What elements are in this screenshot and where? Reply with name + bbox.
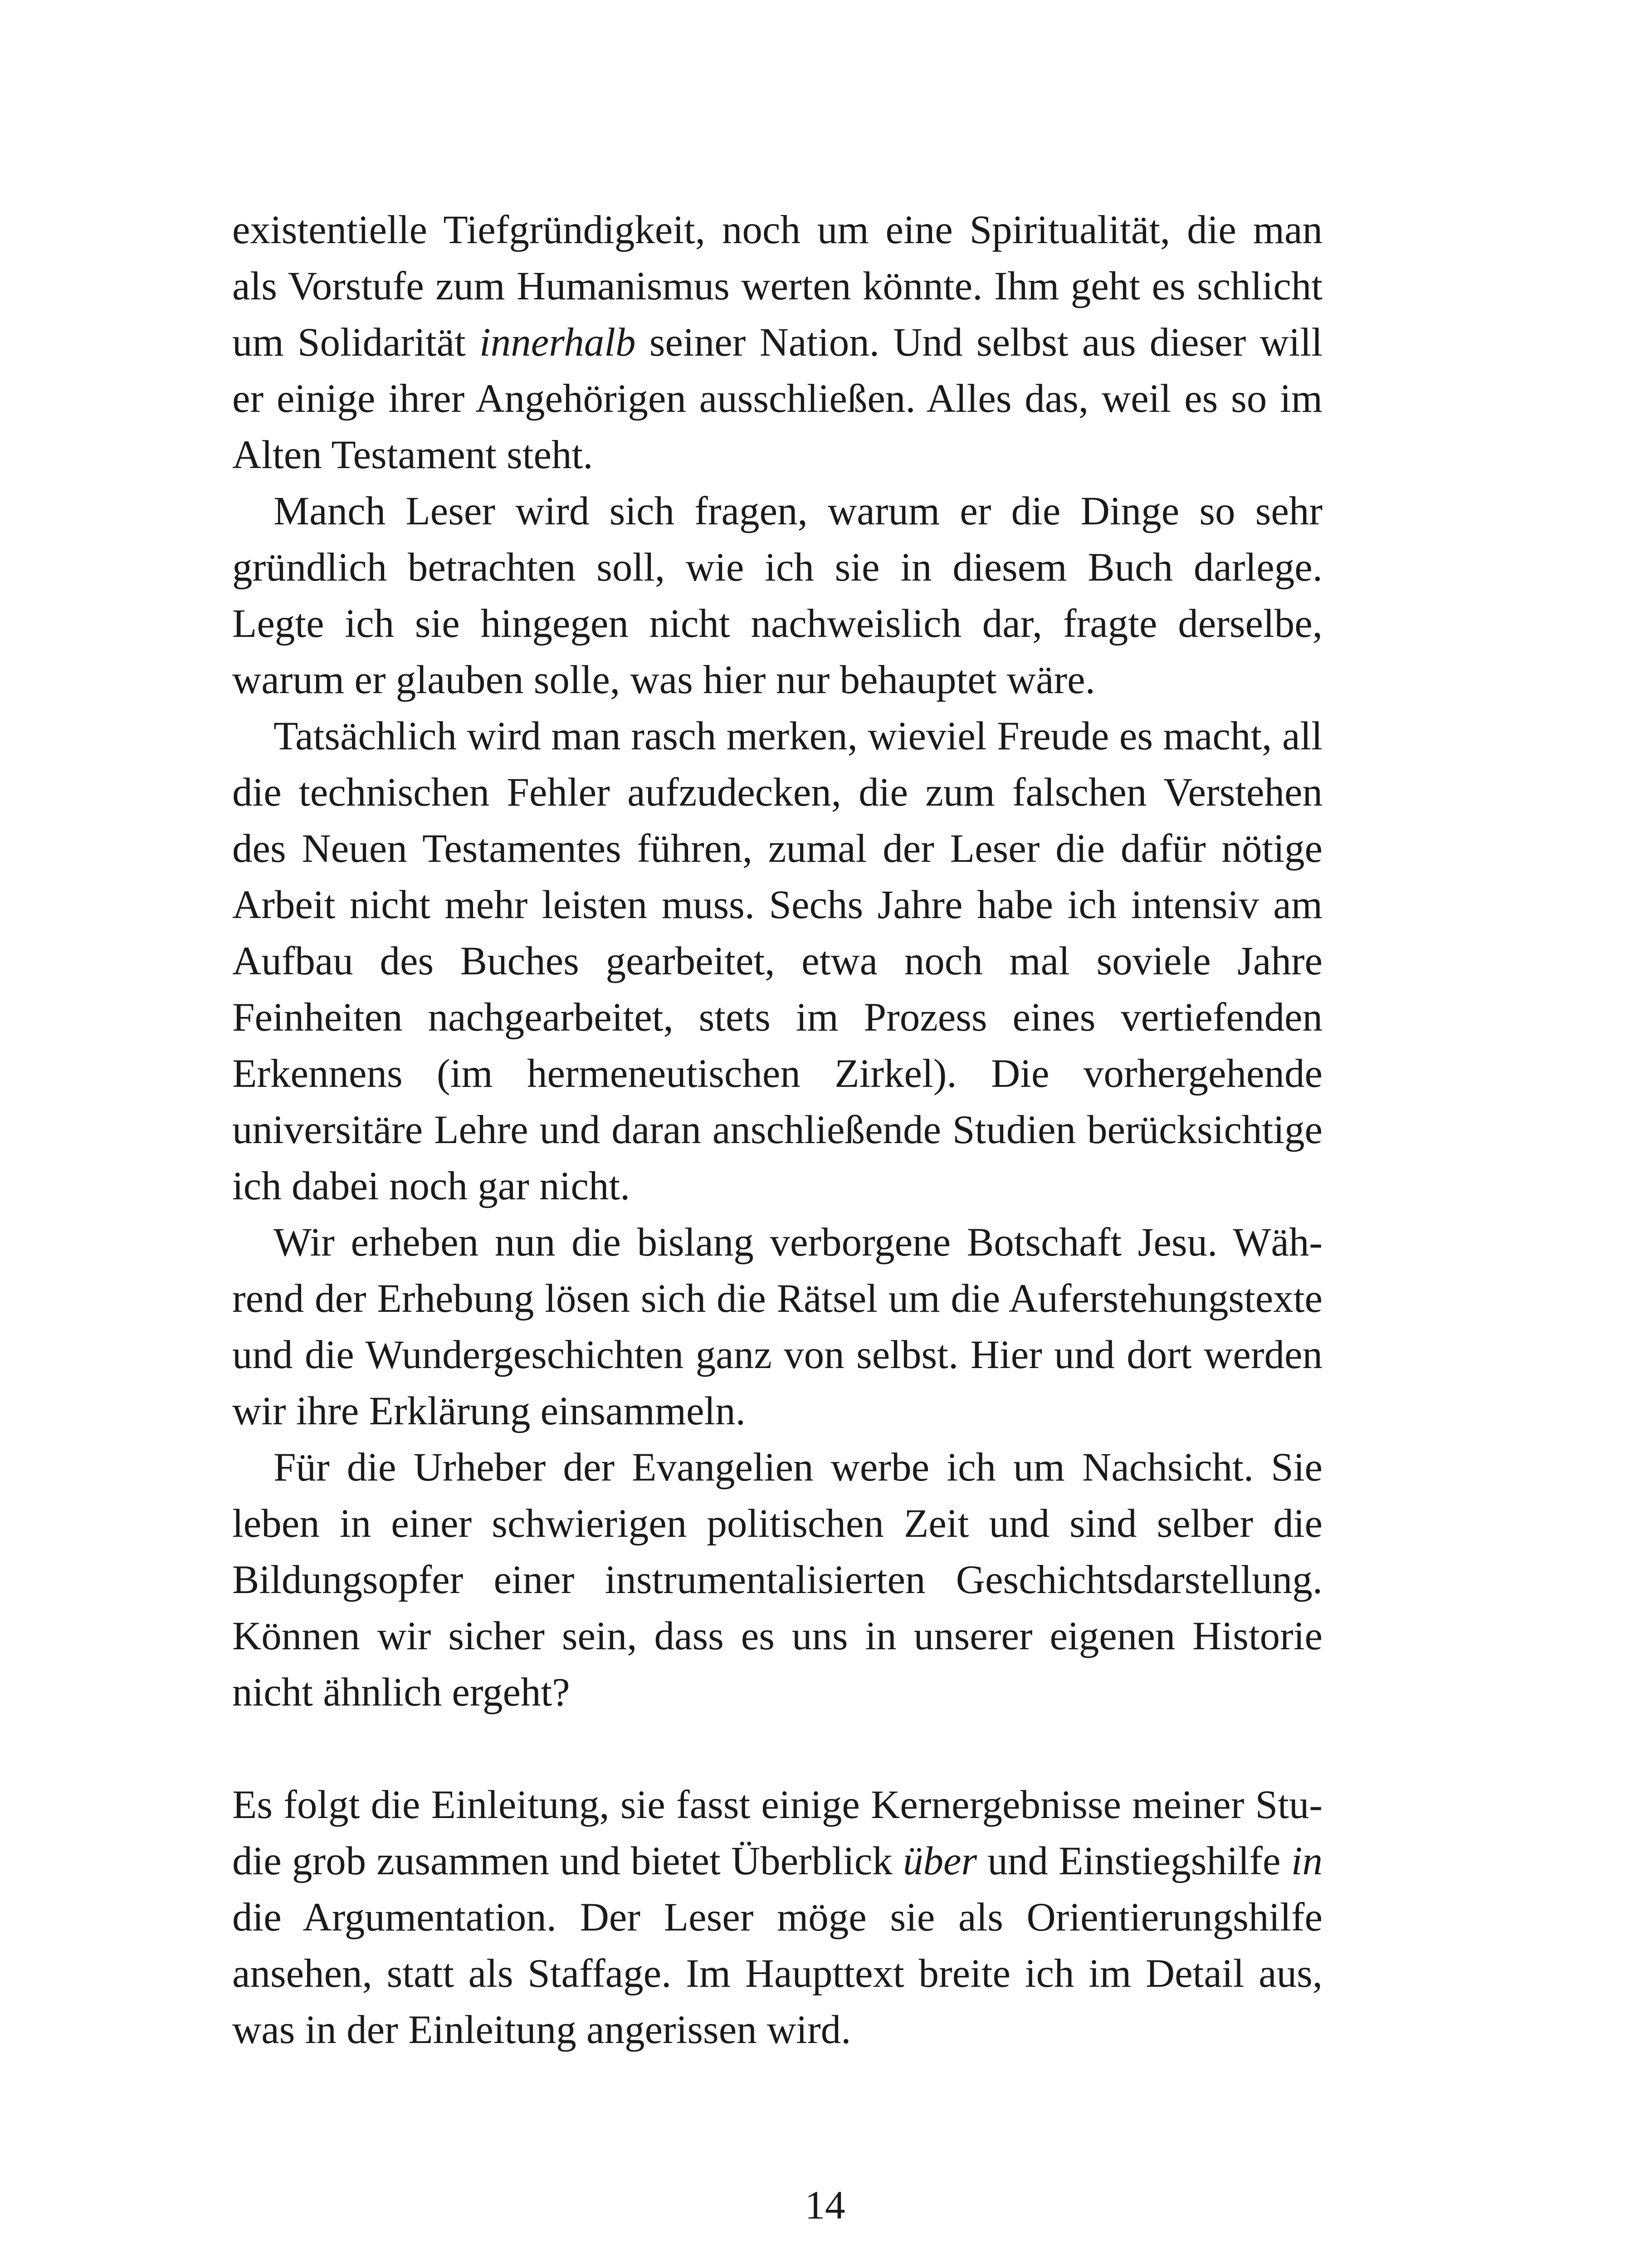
text-run: Wir erheben nun die bislang verborgene Botschaft Jesu. Während der Erhebung lösen sich die Rätsel um die Auferstehungstexte und die Wundergeschichten ganz von selbst. Hier und dort werden wir ihre Erklärung einsammeln. xyxy=(232,1220,1323,1433)
text-run: Manch Leser wird sich fragen, warum er die Dinge so sehr gründlich betrachten soll, wie ich sie in diesem Buch darlege. Legte ich sie hingegen nicht nachweislich dar, fragte derselbe, warum er glauben solle, was hier nur behauptet wäre. xyxy=(232,489,1323,702)
emphasis: in xyxy=(1291,1839,1323,1883)
emphasis: innerhalb xyxy=(479,320,636,365)
emphasis: über xyxy=(903,1839,977,1883)
text-run: Für die Urheber der Evangelien werbe ich um Nachsicht. Sie leben in einer schwierigen politischen Zeit und sind selber die Bildungsopfer einer instrumentalisierten Geschichtsdarstellung. Können wir sicher sein, dass es uns in unserer eigenen Historie nicht ähnlich ergeht? xyxy=(232,1445,1323,1715)
page-number: 14 xyxy=(805,2183,845,2228)
paragraph xyxy=(232,1439,1323,1721)
paragraph xyxy=(232,708,1323,1214)
text-run: Es folgt die Einleitung, sie fasst einige Kernergebnisse meiner Studie grob zusammen und bietet Überblick xyxy=(232,1783,1323,1883)
paragraph xyxy=(232,483,1323,708)
text-run: seiner Nation. Und selbst aus dieser will er einige ihrer Angehörigen ausschließen. Alles das, weil es so im Alten Testament steht. xyxy=(232,320,1323,477)
text-run: und Einstiegshilfe xyxy=(977,1839,1291,1883)
paragraph xyxy=(232,1777,1323,2058)
paragraph xyxy=(232,1214,1323,1439)
paragraph xyxy=(232,202,1323,483)
text-run: existentielle Tiefgründigkeit, noch um eine Spiritualität, die man als Vorstufe zum Humanismus werten könnte. Ihm geht es schlicht um Solidarität xyxy=(232,208,1323,365)
text-run: Tatsächlich wird man rasch merken, wieviel Freude es macht, all die technischen Fehler aufzudecken, die zum falschen Verstehen des Neuen Testamentes führen, zumal der Leser die dafür nötige Arbeit nicht mehr leisten muss. Sechs Jahre habe ich intensiv am Aufbau des Buches gearbeitet, etwa noch mal soviele Jahre Feinheiten nachgearbeitet, stets im Prozess eines vertiefenden Erkennens (im hermeneutischen Zirkel). Die vorhergehende universitäre Lehre und daran anschließende Studien berücksichtige ich dabei noch gar nicht. xyxy=(232,714,1323,1208)
body-text xyxy=(232,202,1323,2058)
text-run: die Argumentation. Der Leser möge sie als Orientierungshilfe ansehen, statt als Staffage. Im Haupttext breite ich im Detail aus, was in der Einleitung angerissen wird. xyxy=(232,1895,1323,2052)
